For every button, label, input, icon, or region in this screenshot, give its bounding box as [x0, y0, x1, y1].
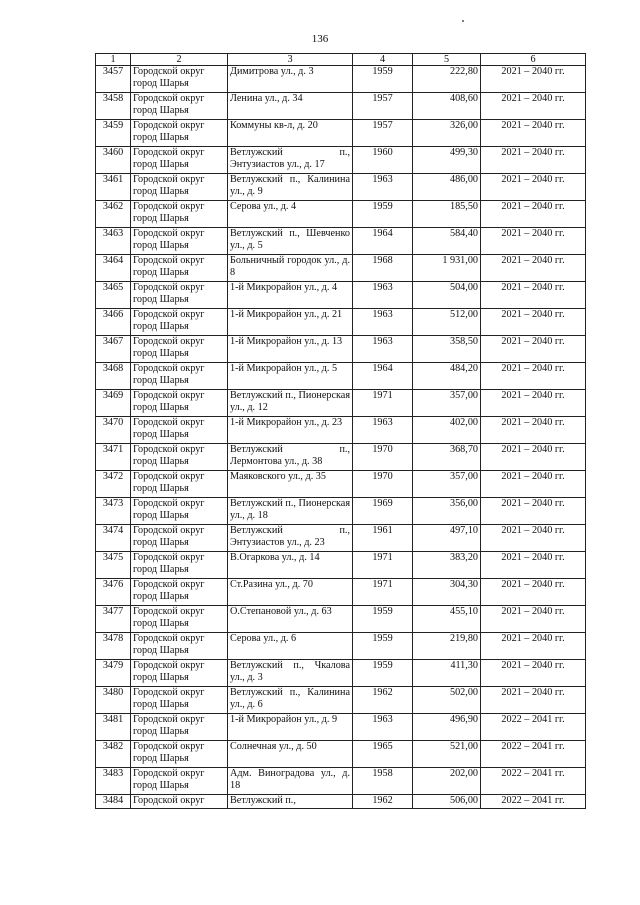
address-cell: Ветлужский п.,: [228, 795, 353, 809]
area-cell: 402,00: [413, 417, 481, 444]
year-built-cell: 1963: [353, 309, 413, 336]
table-row: [96, 201, 586, 228]
year-built-cell: 1960: [353, 147, 413, 174]
district-cell: Городской округ город Шарья: [131, 660, 228, 687]
year-built-cell: 1959: [353, 606, 413, 633]
housing-register-table: [95, 53, 586, 809]
district-cell: Городской округ город Шарья: [131, 255, 228, 282]
repair-period-cell: 2022 – 2041 гг.: [481, 795, 586, 809]
year-built-cell: 1971: [353, 390, 413, 417]
table-row: [96, 255, 586, 282]
district-cell: Городской округ город Шарья: [131, 552, 228, 579]
row-number-cell: 3469: [96, 390, 131, 417]
repair-period-cell: 2022 – 2041 гг.: [481, 741, 586, 768]
district-cell: Городской округ город Шарья: [131, 606, 228, 633]
repair-period-cell: 2021 – 2040 гг.: [481, 147, 586, 174]
table-row: [96, 363, 586, 390]
repair-period-cell: 2021 – 2040 гг.: [481, 579, 586, 606]
area-cell: 502,00: [413, 687, 481, 714]
table-row: [96, 741, 586, 768]
repair-period-cell: 2021 – 2040 гг.: [481, 309, 586, 336]
repair-period-cell: 2021 – 2040 гг.: [481, 525, 586, 552]
area-cell: 497,10: [413, 525, 481, 552]
year-built-cell: 1971: [353, 552, 413, 579]
row-number-cell: 3484: [96, 795, 131, 809]
address-cell: 1-й Микрорайон ул., д. 4: [228, 282, 353, 309]
row-number-cell: 3473: [96, 498, 131, 525]
year-built-cell: 1957: [353, 93, 413, 120]
address-cell: Больничный городок ул., д. 8: [228, 255, 353, 282]
area-cell: 326,00: [413, 120, 481, 147]
table-row: [96, 174, 586, 201]
district-cell: Городской округ город Шарья: [131, 741, 228, 768]
district-cell: Городской округ город Шарья: [131, 687, 228, 714]
area-cell: 506,00: [413, 795, 481, 809]
column-header: 6: [481, 54, 586, 66]
table-row: [96, 687, 586, 714]
year-built-cell: 1963: [353, 714, 413, 741]
area-cell: 499,30: [413, 147, 481, 174]
district-cell: Городской округ город Шарья: [131, 228, 228, 255]
row-number-cell: 3460: [96, 147, 131, 174]
column-header: 1: [96, 54, 131, 66]
row-number-cell: 3481: [96, 714, 131, 741]
area-cell: 1 931,00: [413, 255, 481, 282]
row-number-cell: 3475: [96, 552, 131, 579]
repair-period-cell: 2021 – 2040 гг.: [481, 471, 586, 498]
address-cell: Ветлужский п., Пионерская ул., д. 18: [228, 498, 353, 525]
repair-period-cell: 2021 – 2040 гг.: [481, 336, 586, 363]
table-row: [96, 93, 586, 120]
district-cell: Городской округ город Шарья: [131, 93, 228, 120]
address-cell: Ветлужский п., Калинина ул., д. 6: [228, 687, 353, 714]
repair-period-cell: 2021 – 2040 гг.: [481, 444, 586, 471]
address-cell: Ветлужский п., Шевченко ул., д. 5: [228, 228, 353, 255]
row-number-cell: 3482: [96, 741, 131, 768]
district-cell: Городской округ город Шарья: [131, 498, 228, 525]
address-cell: Ветлужский п., Энтузиастов ул., д. 17: [228, 147, 353, 174]
repair-period-cell: 2021 – 2040 гг.: [481, 282, 586, 309]
column-header: 3: [228, 54, 353, 66]
district-cell: Городской округ город Шарья: [131, 390, 228, 417]
year-built-cell: 1959: [353, 633, 413, 660]
row-number-cell: 3468: [96, 363, 131, 390]
column-header: 5: [413, 54, 481, 66]
repair-period-cell: 2021 – 2040 гг.: [481, 66, 586, 93]
row-number-cell: 3458: [96, 93, 131, 120]
table-row: [96, 579, 586, 606]
year-built-cell: 1957: [353, 120, 413, 147]
area-cell: 496,90: [413, 714, 481, 741]
area-cell: 219,80: [413, 633, 481, 660]
table-row: [96, 309, 586, 336]
repair-period-cell: 2021 – 2040 гг.: [481, 120, 586, 147]
table-row: [96, 228, 586, 255]
row-number-cell: 3476: [96, 579, 131, 606]
district-cell: Городской округ город Шарья: [131, 714, 228, 741]
area-cell: 368,70: [413, 444, 481, 471]
scan-speck: [462, 20, 464, 22]
address-cell: 1-й Микрорайон ул., д. 23: [228, 417, 353, 444]
area-cell: 484,20: [413, 363, 481, 390]
row-number-cell: 3480: [96, 687, 131, 714]
year-built-cell: 1963: [353, 417, 413, 444]
area-cell: 358,50: [413, 336, 481, 363]
area-cell: 356,00: [413, 498, 481, 525]
year-built-cell: 1971: [353, 579, 413, 606]
area-cell: 486,00: [413, 174, 481, 201]
repair-period-cell: 2021 – 2040 гг.: [481, 201, 586, 228]
area-cell: 504,00: [413, 282, 481, 309]
address-cell: 1-й Микрорайон ул., д. 13: [228, 336, 353, 363]
area-cell: 512,00: [413, 309, 481, 336]
area-cell: 357,00: [413, 390, 481, 417]
row-number-cell: 3463: [96, 228, 131, 255]
year-built-cell: 1963: [353, 174, 413, 201]
row-number-cell: 3478: [96, 633, 131, 660]
area-cell: 584,40: [413, 228, 481, 255]
year-built-cell: 1970: [353, 471, 413, 498]
district-cell: Городской округ город Шарья: [131, 579, 228, 606]
year-built-cell: 1969: [353, 498, 413, 525]
row-number-cell: 3471: [96, 444, 131, 471]
row-number-cell: 3459: [96, 120, 131, 147]
district-cell: Городской округ город Шарья: [131, 120, 228, 147]
address-cell: Ветлужский п., Чкалова ул., д. 3: [228, 660, 353, 687]
repair-period-cell: 2021 – 2040 гг.: [481, 417, 586, 444]
address-cell: Ветлужский п., Пионерская ул., д. 12: [228, 390, 353, 417]
table-row: [96, 633, 586, 660]
area-cell: 222,80: [413, 66, 481, 93]
repair-period-cell: 2021 – 2040 гг.: [481, 255, 586, 282]
district-cell: Городской округ город Шарья: [131, 66, 228, 93]
row-number-cell: 3461: [96, 174, 131, 201]
repair-period-cell: 2021 – 2040 гг.: [481, 390, 586, 417]
address-cell: 1-й Микрорайон ул., д. 21: [228, 309, 353, 336]
repair-period-cell: 2021 – 2040 гг.: [481, 174, 586, 201]
address-cell: Ст.Разина ул., д. 70: [228, 579, 353, 606]
address-cell: 1-й Микрорайон ул., д. 5: [228, 363, 353, 390]
year-built-cell: 1970: [353, 444, 413, 471]
page-number: 136: [311, 33, 329, 45]
row-number-cell: 3467: [96, 336, 131, 363]
year-built-cell: 1959: [353, 660, 413, 687]
year-built-cell: 1965: [353, 741, 413, 768]
repair-period-cell: 2021 – 2040 гг.: [481, 228, 586, 255]
district-cell: Городской округ город Шарья: [131, 174, 228, 201]
table-row: [96, 606, 586, 633]
year-built-cell: 1964: [353, 363, 413, 390]
year-built-cell: 1968: [353, 255, 413, 282]
year-built-cell: 1958: [353, 768, 413, 795]
year-built-cell: 1959: [353, 201, 413, 228]
repair-period-cell: 2021 – 2040 гг.: [481, 498, 586, 525]
table-row: [96, 66, 586, 93]
table-row: [96, 444, 586, 471]
district-cell: Городской округ город Шарья: [131, 525, 228, 552]
column-header: 2: [131, 54, 228, 66]
table-row: [96, 417, 586, 444]
address-cell: Ленина ул., д. 34: [228, 93, 353, 120]
repair-period-cell: 2021 – 2040 гг.: [481, 633, 586, 660]
district-cell: Городской округ город Шарья: [131, 363, 228, 390]
district-cell: Городской округ: [131, 795, 228, 809]
table-row: [96, 714, 586, 741]
address-cell: Маяковского ул., д. 35: [228, 471, 353, 498]
address-cell: Димитрова ул., д. 3: [228, 66, 353, 93]
row-number-cell: 3465: [96, 282, 131, 309]
row-number-cell: 3479: [96, 660, 131, 687]
district-cell: Городской округ город Шарья: [131, 201, 228, 228]
year-built-cell: 1961: [353, 525, 413, 552]
area-cell: 521,00: [413, 741, 481, 768]
address-cell: Серова ул., д. 6: [228, 633, 353, 660]
table-row: [96, 768, 586, 795]
area-cell: 202,00: [413, 768, 481, 795]
year-built-cell: 1962: [353, 795, 413, 809]
repair-period-cell: 2021 – 2040 гг.: [481, 606, 586, 633]
district-cell: Городской округ город Шарья: [131, 768, 228, 795]
column-number-row: [96, 54, 586, 66]
repair-period-cell: 2021 – 2040 гг.: [481, 93, 586, 120]
address-cell: Коммуны кв-л, д. 20: [228, 120, 353, 147]
table-row: [96, 336, 586, 363]
table-row: [96, 120, 586, 147]
table-row: [96, 660, 586, 687]
address-cell: 1-й Микрорайон ул., д. 9: [228, 714, 353, 741]
address-cell: О.Степановой ул., д. 63: [228, 606, 353, 633]
district-cell: Городской округ город Шарья: [131, 147, 228, 174]
repair-period-cell: 2022 – 2041 гг.: [481, 714, 586, 741]
repair-period-cell: 2021 – 2040 гг.: [481, 687, 586, 714]
area-cell: 455,10: [413, 606, 481, 633]
area-cell: 408,60: [413, 93, 481, 120]
row-number-cell: 3474: [96, 525, 131, 552]
address-cell: Солнечная ул., д. 50: [228, 741, 353, 768]
area-cell: 304,30: [413, 579, 481, 606]
repair-period-cell: 2022 – 2041 гг.: [481, 768, 586, 795]
year-built-cell: 1962: [353, 687, 413, 714]
table-row: [96, 498, 586, 525]
address-cell: Ветлужский п., Лермонтова ул., д. 38: [228, 444, 353, 471]
area-cell: 383,20: [413, 552, 481, 579]
row-number-cell: 3466: [96, 309, 131, 336]
district-cell: Городской округ город Шарья: [131, 417, 228, 444]
district-cell: Городской округ город Шарья: [131, 471, 228, 498]
table-row: [96, 525, 586, 552]
table-row: [96, 795, 586, 809]
column-header: 4: [353, 54, 413, 66]
table-row: [96, 552, 586, 579]
row-number-cell: 3483: [96, 768, 131, 795]
table-row: [96, 390, 586, 417]
address-cell: Ветлужский п., Энтузиастов ул., д. 23: [228, 525, 353, 552]
repair-period-cell: 2021 – 2040 гг.: [481, 363, 586, 390]
row-number-cell: 3472: [96, 471, 131, 498]
district-cell: Городской округ город Шарья: [131, 444, 228, 471]
year-built-cell: 1963: [353, 282, 413, 309]
area-cell: 185,50: [413, 201, 481, 228]
table-row: [96, 282, 586, 309]
row-number-cell: 3462: [96, 201, 131, 228]
area-cell: 357,00: [413, 471, 481, 498]
row-number-cell: 3457: [96, 66, 131, 93]
table-row: [96, 471, 586, 498]
address-cell: В.Огаркова ул., д. 14: [228, 552, 353, 579]
repair-period-cell: 2021 – 2040 гг.: [481, 660, 586, 687]
year-built-cell: 1959: [353, 66, 413, 93]
row-number-cell: 3470: [96, 417, 131, 444]
year-built-cell: 1963: [353, 336, 413, 363]
address-cell: Адм. Виноградова ул., д. 18: [228, 768, 353, 795]
row-number-cell: 3477: [96, 606, 131, 633]
district-cell: Городской округ город Шарья: [131, 309, 228, 336]
row-number-cell: 3464: [96, 255, 131, 282]
table-row: [96, 147, 586, 174]
district-cell: Городской округ город Шарья: [131, 282, 228, 309]
address-cell: Ветлужский п., Калинина ул., д. 9: [228, 174, 353, 201]
year-built-cell: 1964: [353, 228, 413, 255]
district-cell: Городской округ город Шарья: [131, 633, 228, 660]
district-cell: Городской округ город Шарья: [131, 336, 228, 363]
address-cell: Серова ул., д. 4: [228, 201, 353, 228]
area-cell: 411,30: [413, 660, 481, 687]
repair-period-cell: 2021 – 2040 гг.: [481, 552, 586, 579]
